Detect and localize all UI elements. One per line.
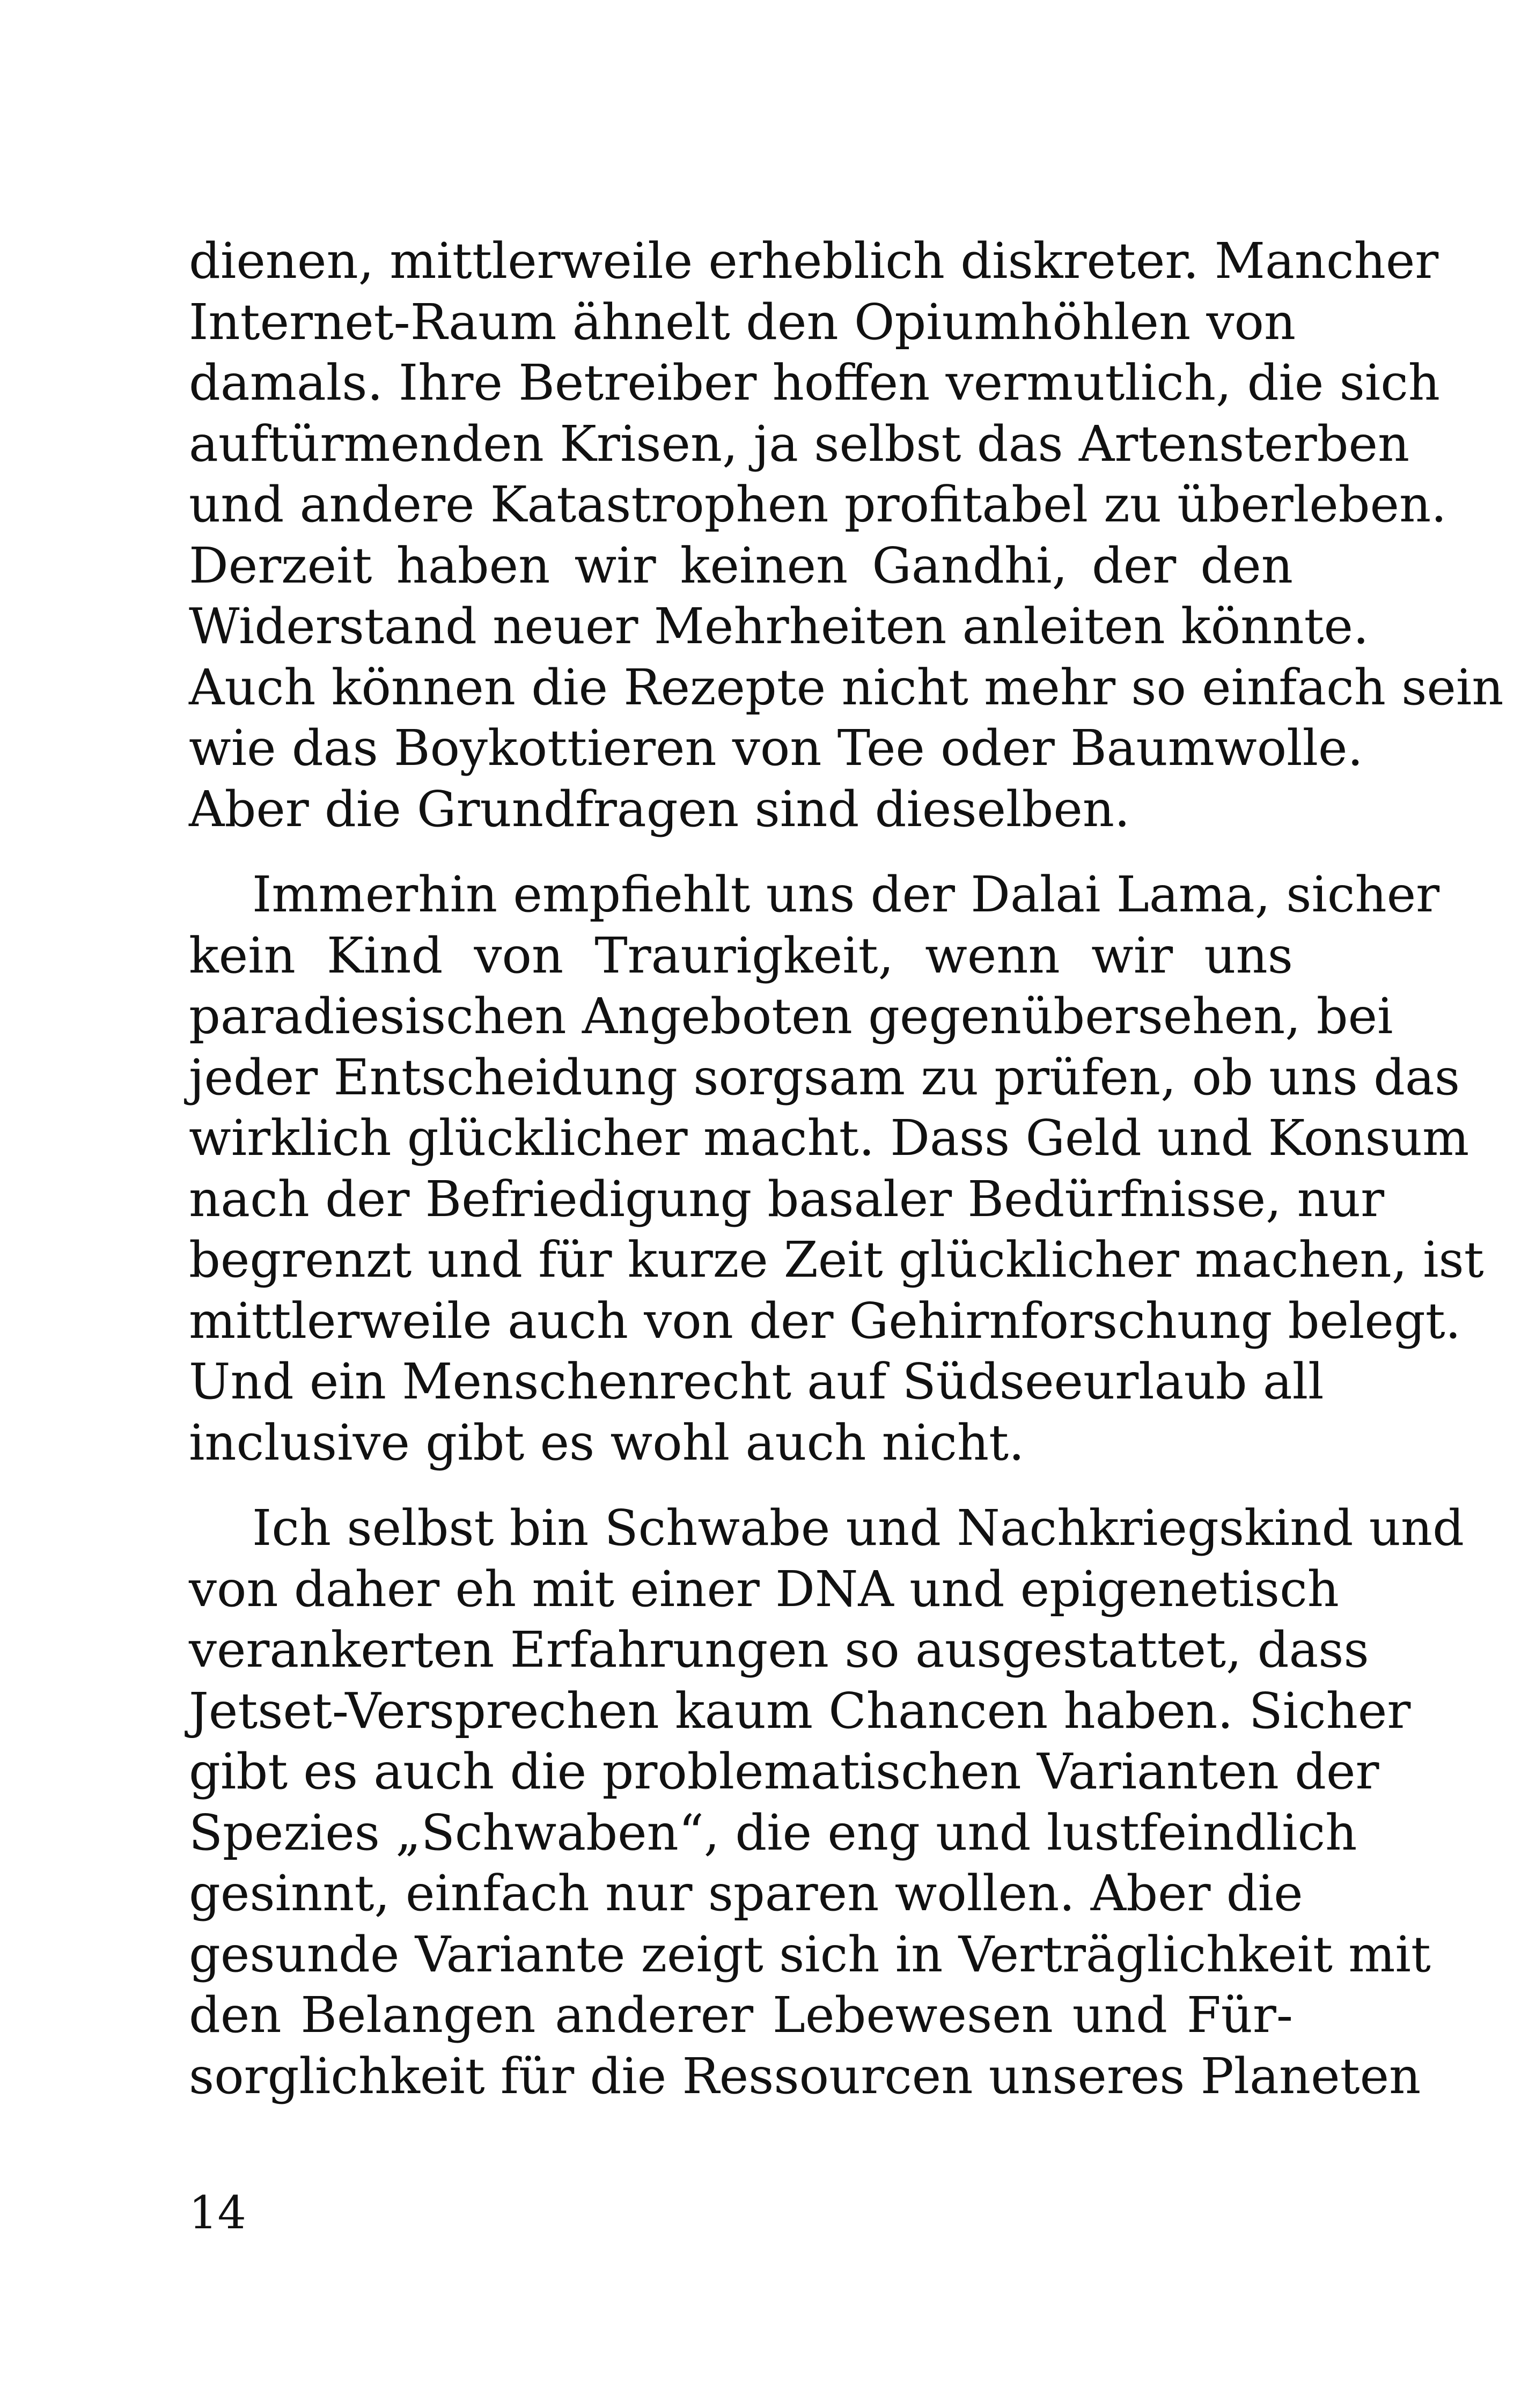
text-line: wirklich glücklicher macht. Dass Geld und Konsum [189,1109,1469,1167]
text-line: sorglichkeit für die Ressourcen unseres Planeten [189,2047,1421,2105]
text-line: gesinnt, einfach nur sparen wollen. Aber die [189,1865,1303,1922]
text-line: gesunde Variante zeigt sich in Verträglichkeit mit [189,1925,1431,1983]
text-line: Widerstand neuer Mehrheiten anleiten könnte. [189,598,1369,655]
text-line: jeder Entscheidung sorgsam zu prüfen, ob uns das [189,1048,1460,1106]
text-line: gibt es auch die problematischen Varianten der [189,1743,1379,1800]
body-text [189,231,1504,2107]
text-line: Und ein Menschenrecht auf Südseeurlaub all [189,1353,1324,1410]
paragraph-2 [189,864,1484,1473]
text-line: verankerten Erfahrungen so ausgestattet, dass [189,1621,1369,1678]
text-line: Spezies „Schwaben“, die eng und lustfeindlich [189,1803,1357,1861]
text-line: inclusive gibt es wohl auch nicht. [189,1413,1025,1471]
text-line: auftürmenden Krisen, ja selbst das Artensterben [189,415,1410,473]
paragraph-1 [189,231,1504,840]
text-line: von daher eh mit einer DNA und epigenetisch [189,1560,1339,1618]
text-line: und andere Katastrophen profitabel zu überleben. [189,476,1447,533]
text-line: Derzeit haben wir keinen Gandhi, der den [189,536,1293,594]
text-line: Internet-Raum ähnelt den Opiumhöhlen von [189,293,1296,351]
text-line: wie das Boykottieren von Tee oder Baumwolle. [189,719,1363,777]
text-line: paradiesischen Angeboten gegenübersehen, bei [189,988,1393,1045]
page-number: 14 [189,2186,246,2239]
text-line: kein Kind von Traurigkeit, wenn wir uns [189,926,1293,984]
text-line: damals. Ihre Betreiber hoffen vermutlich, die sich [189,354,1440,411]
text-line: nach der Befriedigung basaler Bedürfnisse, nur [189,1170,1385,1228]
text-line: Ich selbst bin Schwabe und Nachkriegskind und [252,1499,1464,1557]
text-line: den Belangen anderer Lebewesen und Für- [189,1986,1293,2044]
text-line: Auch können die Rezepte nicht mehr so einfach sein [189,658,1504,716]
text-line: mittlerweile auch von der Gehirnforschung belegt. [189,1292,1461,1350]
text-line: dienen, mittlerweile erheblich diskreter. Mancher [189,232,1439,290]
text-line: Immerhin empfiehlt uns der Dalai Lama, sicher [252,866,1440,923]
paragraph-3 [189,1498,1464,2107]
text-line: Jetset-Versprechen kaum Chancen haben. Sicher [189,1682,1411,1740]
text-line: Aber die Grundfragen sind dieselben. [189,780,1130,838]
text-line: begrenzt und für kurze Zeit glücklicher machen, ist [189,1231,1484,1288]
